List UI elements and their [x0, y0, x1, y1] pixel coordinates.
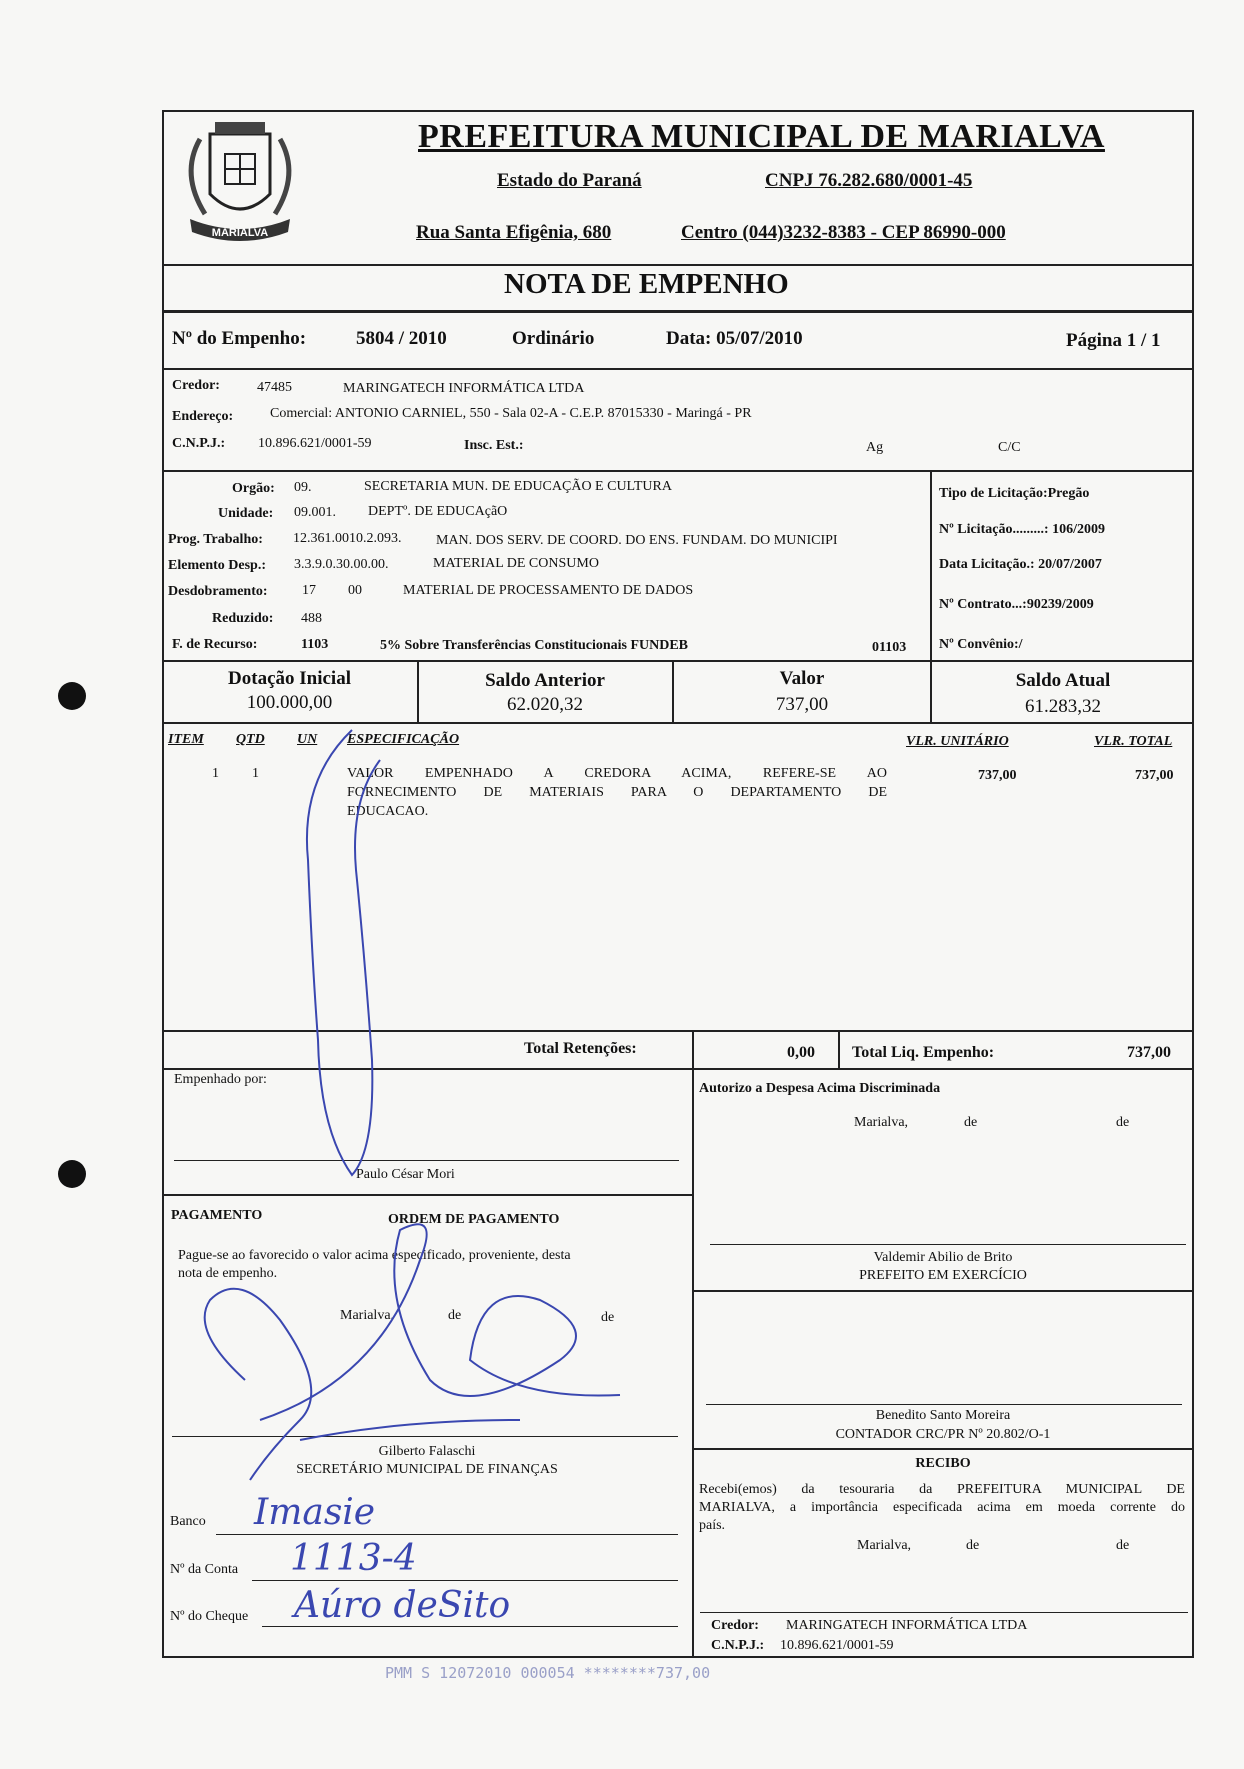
orgao-code: 09.: [294, 480, 312, 495]
payment-stamp: PMM S 12072010 000054 ********737,00: [385, 1664, 711, 1682]
pagamento-text-line1: Pague-se ao favorecido o valor acima especificado, proveniente, desta: [178, 1248, 571, 1263]
ordem-label: ORDEM DE PAGAMENTO: [388, 1212, 560, 1227]
credor-cnpj: 10.896.621/0001-59: [258, 436, 372, 451]
empenho-label: Nº do Empenho:: [172, 328, 307, 349]
autorizo-de1: de: [964, 1115, 978, 1130]
recibo-place: Marialva,: [857, 1538, 912, 1553]
doc-title: NOTA DE EMPENHO: [504, 268, 789, 300]
row-item: 1: [212, 766, 219, 781]
col-un: UN: [297, 732, 318, 747]
desdobramento-code: 17: [302, 583, 316, 598]
header-cnpj: CNPJ 76.282.680/0001-45: [765, 170, 973, 191]
data-licitacao: Data Licitação.: 20/07/2007: [939, 557, 1102, 572]
numero-licitacao: Nº Licitação.........: 106/2009: [939, 522, 1105, 537]
pagamento-label: PAGAMENTO: [171, 1208, 263, 1223]
recibo-cnpj: 10.896.621/0001-59: [780, 1638, 894, 1653]
col-qtd: QTD: [236, 732, 265, 747]
endereco-label: Endereço:: [172, 409, 234, 424]
fonte-label: F. de Recurso:: [172, 637, 258, 652]
empenho-type: Ordinário: [512, 328, 595, 349]
credor-name: MARINGATECH INFORMÁTICA LTDA: [343, 381, 585, 396]
page-title: PREFEITURA MUNICIPAL DE MARIALVA: [418, 118, 1105, 155]
liquido-label: Total Liq. Empenho:: [852, 1044, 995, 1061]
autorizo-role: PREFEITO EM EXERCÍCIO: [859, 1268, 1027, 1283]
signature-empenhado: [307, 730, 380, 1175]
row-espec-line1: VALOR EMPENHADO A CREDORA ACIMA, REFERE-SE AO: [347, 766, 887, 781]
recibo-cnpj-label: C.N.P.J.:: [711, 1638, 765, 1653]
saldo-anterior-label: Saldo Anterior: [485, 670, 605, 691]
recibo-text-line1: Recebi(emos) da tesouraria da PREFEITURA MUNICIPAL DE: [699, 1482, 1185, 1497]
prog-name: MAN. DOS SERV. DE COORD. DO ENS. FUNDAM. DO MUNICIPI: [436, 533, 838, 548]
retencoes-label: Total Retenções:: [524, 1040, 637, 1057]
pagamento-signer: Gilberto Falaschi: [378, 1444, 476, 1459]
fonte-code: 1103: [301, 637, 329, 652]
unidade-label: Unidade:: [218, 506, 274, 521]
col-especificacao: ESPECIFICAÇÃO: [347, 732, 460, 747]
row-espec-line2: FORNECIMENTO DE MATERIAIS PARA O DEPARTAMENTO DE: [347, 785, 887, 800]
page-number: Página 1 / 1: [1066, 330, 1161, 351]
fonte-name: 5% Sobre Transferências Constitucionais FUNDEB: [380, 638, 689, 653]
empenho-number: 5804 / 2010: [356, 328, 447, 349]
desdobramento-sub: 00: [348, 583, 362, 598]
autorizo-de2: de: [1116, 1115, 1130, 1130]
state-name: Estado do Paraná: [497, 170, 642, 191]
crest-label: MARIALVA: [211, 227, 269, 239]
insc-label: Insc. Est.:: [464, 438, 524, 453]
liquido-value: 737,00: [1127, 1044, 1171, 1061]
orgao-name: SECRETARIA MUN. DE EDUCAÇÃO E CULTURA: [364, 479, 672, 494]
banco-label: Banco: [170, 1514, 206, 1529]
autorizo-place: Marialva,: [854, 1115, 909, 1130]
valor-value: 737,00: [775, 694, 829, 715]
unidade-code: 09.001.: [294, 505, 336, 520]
conta-handwriting: 1113-4: [290, 1538, 417, 1579]
retencoes-value: 0,00: [787, 1044, 815, 1061]
dotacao-label: Dotação Inicial: [228, 668, 351, 689]
cheque-label: Nº do Cheque: [170, 1609, 249, 1624]
valor-label: Valor: [779, 668, 825, 689]
conta-label: Nº da Conta: [170, 1562, 239, 1577]
elemento-label: Elemento Desp.:: [168, 558, 266, 573]
elemento-name: MATERIAL DE CONSUMO: [433, 556, 599, 571]
credor-code: 47485: [257, 380, 292, 395]
cnpj-label: C.N.P.J.:: [172, 436, 226, 451]
autorizo-signer: Valdemir Abilio de Brito: [873, 1250, 1013, 1265]
unidade-name: DEPTº. DE EDUCAçãO: [368, 504, 508, 519]
empenhado-signer: Paulo César Mori: [356, 1167, 455, 1182]
recibo-credor-name: MARINGATECH INFORMÁTICA LTDA: [786, 1618, 1028, 1633]
row-vlr-total: 737,00: [1135, 768, 1174, 783]
tipo-licitacao: Tipo de Licitação:Pregão: [939, 486, 1090, 501]
recibo-text-line3: país.: [699, 1518, 726, 1533]
pagamento-de1: de: [448, 1308, 462, 1323]
row-vlr-unit: 737,00: [978, 768, 1017, 783]
elemento-code: 3.3.9.0.30.00.00.: [294, 557, 389, 572]
numero-convenio: Nº Convênio:/: [939, 637, 1023, 652]
recibo-de1: de: [966, 1538, 980, 1553]
ag-label: Ag: [866, 440, 884, 455]
cheque-handwriting: Aúro deSito: [294, 1585, 511, 1626]
autorizo-label: Autorizo a Despesa Acima Discriminada: [699, 1081, 941, 1096]
reduzido-code: 488: [301, 611, 322, 626]
contador-signer: Benedito Santo Moreira: [875, 1408, 1011, 1423]
credor-label: Credor:: [172, 378, 220, 393]
header-address: Rua Santa Efigênia, 680: [416, 222, 612, 243]
col-vlr-total: VLR. TOTAL: [1094, 734, 1173, 749]
recibo-text-line2: MARIALVA, a importância especificada acima em moeda corrente do: [699, 1500, 1185, 1515]
saldo-atual-value: 61.283,32: [1025, 696, 1101, 717]
recibo-de2: de: [1116, 1538, 1130, 1553]
banco-handwriting: Imasie: [254, 1492, 376, 1533]
empenhado-label: Empenhado por:: [174, 1072, 267, 1087]
col-item: ITEM: [168, 732, 204, 747]
header-contact: Centro (044)3232-8383 - CEP 86990-000: [681, 222, 1006, 243]
fonte-code2: 01103: [872, 640, 907, 655]
desdobramento-name: MATERIAL DE PROCESSAMENTO DE DADOS: [403, 583, 694, 598]
reduzido-label: Reduzido:: [212, 611, 274, 626]
pagamento-place: Marialva,: [340, 1308, 395, 1323]
cc-label: C/C: [998, 440, 1021, 455]
pagamento-role: SECRETÁRIO MUNICIPAL DE FINANÇAS: [296, 1462, 558, 1477]
prog-code: 12.361.0010.2.093.: [293, 531, 402, 546]
empenho-date: Data: 05/07/2010: [666, 328, 803, 349]
pagamento-text-line2: nota de empenho.: [178, 1266, 278, 1281]
recibo-label: RECIBO: [915, 1456, 971, 1471]
dotacao-value: 100.000,00: [246, 692, 333, 713]
orgao-label: Orgão:: [232, 481, 275, 496]
col-vlr-unitario: VLR. UNITÁRIO: [906, 734, 1009, 749]
signature-pagamento: [205, 1224, 620, 1480]
prog-label: Prog. Trabalho:: [168, 532, 263, 547]
contador-role: CONTADOR CRC/PR Nº 20.802/O-1: [835, 1427, 1051, 1442]
credor-address: Comercial: ANTONIO CARNIEL, 550 - Sala 02-A - C.E.P. 87015330 - Maringá - PR: [270, 406, 752, 421]
pagamento-de2: de: [601, 1310, 615, 1325]
numero-contrato: Nº Contrato...:90239/2009: [939, 597, 1094, 612]
saldo-atual-label: Saldo Atual: [1015, 670, 1111, 691]
desdobramento-label: Desdobramento:: [168, 584, 268, 599]
saldo-anterior-value: 62.020,32: [507, 694, 583, 715]
row-espec-line3: EDUCACAO.: [347, 804, 429, 819]
recibo-credor-label: Credor:: [711, 1618, 759, 1633]
row-qtd: 1: [252, 766, 259, 781]
